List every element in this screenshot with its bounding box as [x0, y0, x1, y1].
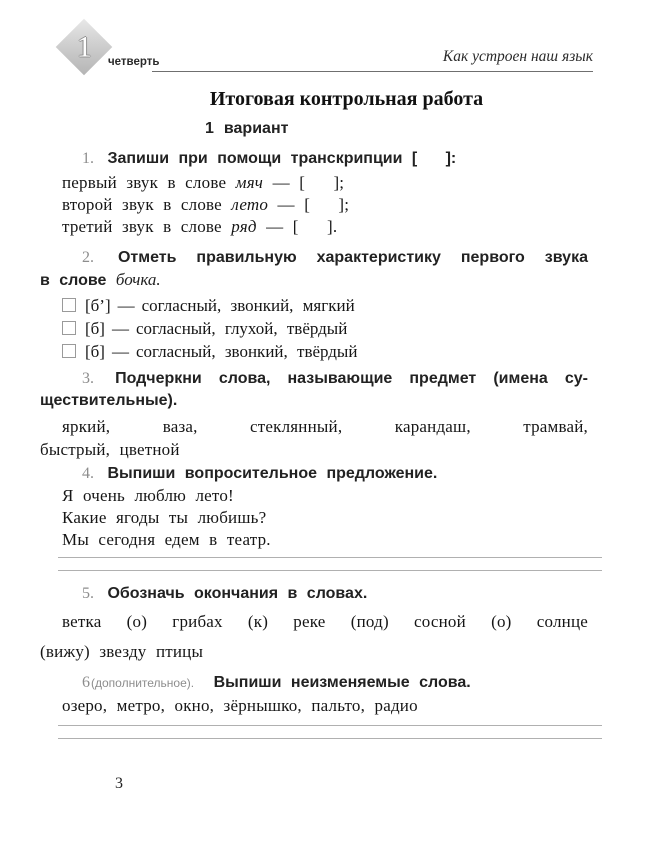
task-2-instruction-cont: в слове	[40, 272, 107, 289]
answer-line	[58, 570, 602, 571]
task-1-number: 1.	[82, 150, 94, 167]
task-3-words: яркий, ваза, стеклянный, карандаш, трамвай,	[62, 417, 588, 436]
answer-line	[58, 725, 602, 726]
option-text: согласный, глухой, твёрдый	[135, 319, 348, 338]
task-6-instruction: Выпиши неизменяемые слова.	[213, 674, 471, 691]
task-3-heading	[40, 368, 588, 390]
line-italic-word: мяч	[235, 173, 264, 192]
quarter-label: четверть	[108, 56, 160, 68]
line-blank: — [ ].	[266, 217, 338, 236]
variant-label	[205, 118, 588, 140]
task-3-number: 3.	[82, 370, 94, 387]
task-2-target-word: бочка.	[115, 270, 161, 289]
answer-option-row	[62, 317, 588, 340]
task-4-number: 4.	[82, 465, 94, 482]
option-text: согласный, звонкий, твёрдый	[135, 342, 358, 361]
task-5-number: 5.	[82, 585, 94, 602]
task-2-number: 2.	[82, 249, 94, 266]
task-6-note: (дополнительное).	[91, 676, 195, 690]
task-4	[40, 463, 588, 551]
task-5	[40, 583, 588, 667]
task-4-sentence: Какие ягоды ты любишь?	[62, 508, 267, 527]
checkbox[interactable]	[62, 344, 76, 358]
task-3-instruction: Подчеркни слова, называющие предмет (имена су-	[115, 370, 588, 387]
page-content	[0, 86, 650, 793]
quarter-number: 1	[76, 30, 92, 63]
page-number: 3	[115, 775, 123, 792]
task-2-heading	[40, 247, 588, 269]
answer-line	[58, 557, 602, 558]
option-sound: [б]	[85, 342, 105, 361]
task-3	[40, 368, 588, 461]
task-5-instruction: Обозначь окончания в словах.	[107, 585, 368, 602]
task-4-instruction: Выпиши вопросительное предложение.	[107, 465, 438, 482]
checkbox[interactable]	[62, 298, 76, 312]
option-sound: [б’]	[85, 296, 111, 315]
task-1-line	[62, 172, 588, 194]
task-5-heading	[40, 583, 588, 605]
task-1-instruction: Запиши при помощи транскрипции [ ]:	[107, 150, 457, 167]
section-title: Как устроен наш язык	[442, 48, 593, 65]
task-5-words-cont: (вижу) звезду птицы	[40, 642, 204, 661]
page-title: Итоговая контрольная работа	[209, 88, 484, 110]
task-1-line	[62, 216, 588, 238]
option-dash: —	[111, 342, 129, 361]
option-sound: [б]	[85, 319, 105, 338]
answer-option-row	[62, 340, 588, 363]
option-dash: —	[117, 296, 135, 315]
header-rule	[152, 71, 593, 72]
task-5-words: ветка (о) грибах (к) реке (под) сосной (о) солнце	[62, 612, 588, 631]
answer-option-row	[62, 294, 588, 317]
line-text: второй звук в слове	[62, 195, 222, 214]
line-text: третий звук в слове	[62, 217, 222, 236]
variant-number: 1	[205, 120, 214, 137]
task-3-instruction-cont: ществительные).	[40, 392, 178, 409]
line-italic-word: ряд	[231, 217, 257, 236]
task-6-words: озеро, метро, окно, зёрнышко, пальто, радио	[62, 696, 418, 715]
task-6	[40, 671, 588, 717]
task-3-words-cont: быстрый, цветной	[40, 440, 180, 459]
line-blank: — [ ];	[272, 173, 345, 192]
task-1	[40, 148, 588, 238]
quarter-badge	[56, 19, 113, 76]
task-1-line	[62, 194, 588, 216]
page-header	[0, 0, 650, 86]
line-italic-word: лето	[231, 195, 269, 214]
line-text: первый звук в слове	[62, 173, 227, 192]
checkbox[interactable]	[62, 321, 76, 335]
answer-line	[58, 738, 602, 739]
task-2	[40, 247, 588, 363]
task-4-sentence: Я очень люблю лето!	[62, 486, 234, 505]
task-4-heading	[40, 463, 588, 485]
line-blank: — [ ];	[277, 195, 350, 214]
option-text: согласный, звонкий, мягкий	[141, 296, 355, 315]
task-4-sentence: Мы сегодня едем в театр.	[62, 530, 271, 549]
task-6-heading	[40, 671, 588, 695]
task-1-heading	[40, 148, 588, 170]
variant-text: вариант	[223, 120, 289, 137]
option-dash: —	[111, 319, 129, 338]
task-6-number: 6	[82, 674, 90, 691]
task-2-instruction-wrap	[40, 269, 588, 292]
task-2-instruction: Отметь правильную характеристику первого звука	[117, 249, 588, 266]
